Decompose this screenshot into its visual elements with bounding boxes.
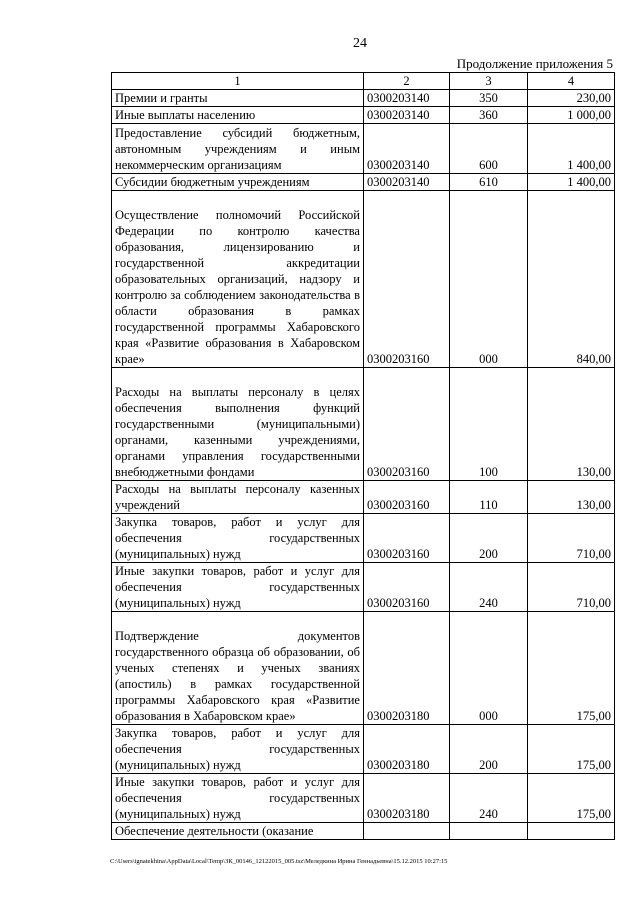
target-code-cell: 0300203140 — [364, 124, 450, 174]
expense-type-cell: 240 — [450, 563, 528, 612]
row-name-cell: Иные закупки товаров, работ и услуг для обеспечения государственных (муниципальных) нужд — [112, 563, 364, 612]
expense-type-cell: 200 — [450, 725, 528, 774]
target-code-cell: 0300203160 — [364, 481, 450, 514]
row-name-cell: Закупка товаров, работ и услуг для обеспечения государственных (муниципальных) нужд — [112, 514, 364, 563]
target-code-cell: 0300203160 — [364, 191, 450, 368]
table-row — [112, 90, 615, 107]
column-header: 1 — [112, 73, 364, 90]
expense-type-cell: 200 — [450, 514, 528, 563]
amount-cell: 230,00 — [528, 90, 615, 107]
amount-cell: 710,00 — [528, 563, 615, 612]
amount-cell: 130,00 — [528, 481, 615, 514]
target-code-cell: 0300203140 — [364, 107, 450, 124]
expense-type-cell: 000 — [450, 612, 528, 725]
table-row — [112, 563, 615, 612]
page-number: 24 — [353, 36, 367, 51]
target-code-cell: 0300203180 — [364, 612, 450, 725]
expense-type-cell: 100 — [450, 368, 528, 481]
table-header-row — [112, 73, 615, 90]
expense-type-cell: 110 — [450, 481, 528, 514]
amount-cell: 1 400,00 — [528, 174, 615, 191]
row-name-cell: Иные выплаты населению — [112, 107, 364, 124]
expense-type-cell: 360 — [450, 107, 528, 124]
target-code-cell: 0300203180 — [364, 774, 450, 823]
target-code-cell: 0300203140 — [364, 174, 450, 191]
target-code-cell — [364, 823, 450, 840]
table-row — [112, 823, 615, 840]
target-code-cell: 0300203160 — [364, 563, 450, 612]
expense-type-cell: 000 — [450, 191, 528, 368]
amount-cell: 175,00 — [528, 774, 615, 823]
amount-cell: 710,00 — [528, 514, 615, 563]
amount-cell: 840,00 — [528, 191, 615, 368]
amount-cell: 1 400,00 — [528, 124, 615, 174]
target-code-cell: 0300203180 — [364, 725, 450, 774]
amount-cell: 130,00 — [528, 368, 615, 481]
table-row — [112, 774, 615, 823]
row-name-cell: Расходы на выплаты персоналу казенных учреждений — [112, 481, 364, 514]
table-row — [112, 191, 615, 368]
row-name-cell: Иные закупки товаров, работ и услуг для обеспечения государственных (муниципальных) нужд — [112, 774, 364, 823]
amount-cell: 1 000,00 — [528, 107, 615, 124]
table-row — [112, 107, 615, 124]
expense-type-cell: 350 — [450, 90, 528, 107]
continuation-label: Продолжение приложения 5 — [456, 56, 613, 71]
expense-type-cell: 600 — [450, 124, 528, 174]
row-name-cell: Субсидии бюджетным учреждениям — [112, 174, 364, 191]
target-code-cell: 0300203160 — [364, 514, 450, 563]
column-header: 2 — [364, 73, 450, 90]
row-name-cell: Обеспечение деятельности (оказание — [112, 823, 364, 840]
amount-cell: 175,00 — [528, 725, 615, 774]
table-row — [112, 368, 615, 481]
target-code-cell: 0300203140 — [364, 90, 450, 107]
column-header: 3 — [450, 73, 528, 90]
row-name-cell: Закупка товаров, работ и услуг для обеспечения государственных (муниципальных) нужд — [112, 725, 364, 774]
row-name-cell: Предоставление субсидий бюджетным, автономным учреждениям и иным некоммерческим организациям — [112, 124, 364, 174]
target-code-cell: 0300203160 — [364, 368, 450, 481]
amount-cell: 175,00 — [528, 612, 615, 725]
row-name-cell: Осуществление полномочий Российской Федерации по контролю качества образования, лицензированию и государственной аккредитации образовательных организаций, надзору и контролю за соблюдением законодательства в области образования в рамках государственной программы Хабаровского края «Развитие образования в Хабаровском крае» — [112, 191, 364, 368]
expense-type-cell: 240 — [450, 774, 528, 823]
expense-type-cell — [450, 823, 528, 840]
table-row — [112, 514, 615, 563]
row-name-cell: Подтверждение документов государственного образца об образовании, об ученых степенях и ученых званиях (апостиль) в рамках государственной программы Хабаровского края «Развитие образования в Хабаровском крае» — [112, 612, 364, 725]
file-path-footer: C:\Users\ignatekhina\AppData\Local\Temp\ЗК_00146_12122015_005.tsz\Меледкина Ирина Геннадьевна\15.12.2015 10:27:15 — [110, 858, 448, 865]
amount-cell — [528, 823, 615, 840]
table-row — [112, 725, 615, 774]
expense-type-cell: 610 — [450, 174, 528, 191]
table-row — [112, 124, 615, 174]
row-name-cell: Расходы на выплаты персоналу в целях обеспечения выполнения функций государственными (муниципальными) органами, казенными учреждениями, органами управления государственными внебюджетными фондами — [112, 368, 364, 481]
table-row — [112, 612, 615, 725]
table-row — [112, 174, 615, 191]
row-name-cell: Премии и гранты — [112, 90, 364, 107]
budget-table — [111, 72, 615, 840]
column-header: 4 — [528, 73, 615, 90]
table-row — [112, 481, 615, 514]
